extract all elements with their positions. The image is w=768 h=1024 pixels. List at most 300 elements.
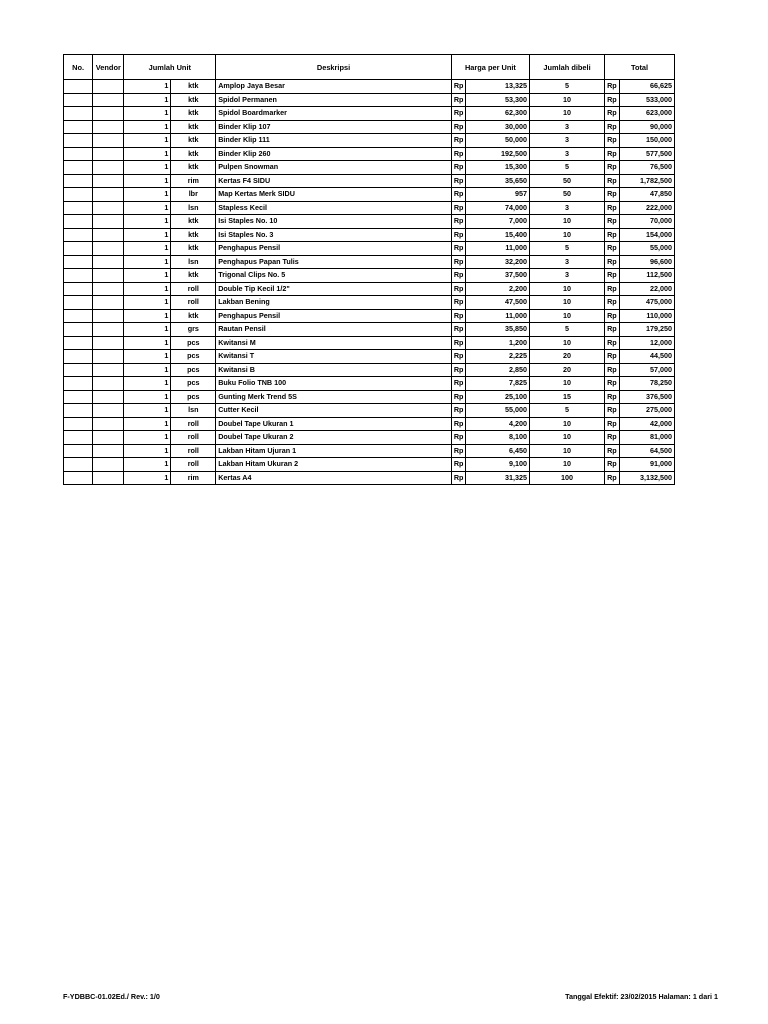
currency-cell: Rp	[451, 350, 466, 364]
vendor-cell	[93, 282, 124, 296]
quantity-bought-cell: 15	[530, 390, 605, 404]
unit-cell: ktk	[171, 269, 216, 283]
total-cell: 66,625	[619, 80, 674, 94]
currency-cell: Rp	[451, 269, 466, 283]
quantity-bought-cell: 5	[530, 80, 605, 94]
quantity-bought-cell: 10	[530, 309, 605, 323]
vendor-cell	[93, 269, 124, 283]
table-row	[64, 80, 675, 94]
quantity-bought-cell: 3	[530, 147, 605, 161]
quantity-cell: 1	[124, 458, 171, 472]
total-cell: 3,132,500	[619, 471, 674, 485]
vendor-cell	[93, 188, 124, 202]
quantity-bought-cell: 10	[530, 282, 605, 296]
quantity-bought-cell: 50	[530, 174, 605, 188]
no-cell	[64, 161, 93, 175]
table-row	[64, 444, 675, 458]
unit-price-cell: 62,300	[466, 107, 530, 121]
currency-cell: Rp	[451, 107, 466, 121]
no-cell	[64, 431, 93, 445]
total-cell: 275,000	[619, 404, 674, 418]
total-cell: 1,782,500	[619, 174, 674, 188]
currency-cell: Rp	[451, 255, 466, 269]
currency-cell: Rp	[451, 147, 466, 161]
description-cell: Kwitansi B	[216, 363, 452, 377]
description-cell: Stapless Kecil	[216, 201, 452, 215]
description-cell: Double Tip Kecil 1/2"	[216, 282, 452, 296]
table-row	[64, 120, 675, 134]
unit-cell: ktk	[171, 161, 216, 175]
quantity-cell: 1	[124, 147, 171, 161]
table-row	[64, 390, 675, 404]
table-row	[64, 174, 675, 188]
total-cell: 577,500	[619, 147, 674, 161]
quantity-bought-cell: 10	[530, 93, 605, 107]
quantity-cell: 1	[124, 363, 171, 377]
quantity-bought-cell: 10	[530, 336, 605, 350]
currency-cell: Rp	[451, 282, 466, 296]
unit-price-cell: 6,450	[466, 444, 530, 458]
currency-cell: Rp	[451, 215, 466, 229]
vendor-cell	[93, 431, 124, 445]
vendor-cell	[93, 404, 124, 418]
vendor-cell	[93, 80, 124, 94]
currency-cell: Rp	[605, 215, 620, 229]
table-row	[64, 323, 675, 337]
vendor-cell	[93, 417, 124, 431]
currency-cell: Rp	[451, 377, 466, 391]
vendor-cell	[93, 390, 124, 404]
purchase-items-table	[63, 54, 675, 485]
description-cell: Penghapus Papan Tulis	[216, 255, 452, 269]
quantity-cell: 1	[124, 417, 171, 431]
unit-cell: ktk	[171, 147, 216, 161]
description-cell: Map Kertas Merk SIDU	[216, 188, 452, 202]
currency-cell: Rp	[605, 363, 620, 377]
unit-price-cell: 2,850	[466, 363, 530, 377]
currency-cell: Rp	[451, 161, 466, 175]
quantity-cell: 1	[124, 134, 171, 148]
quantity-bought-cell: 10	[530, 431, 605, 445]
currency-cell: Rp	[451, 404, 466, 418]
vendor-cell	[93, 444, 124, 458]
unit-cell: lsn	[171, 404, 216, 418]
unit-cell: roll	[171, 458, 216, 472]
total-cell: 110,000	[619, 309, 674, 323]
quantity-cell: 1	[124, 228, 171, 242]
no-cell	[64, 282, 93, 296]
description-cell: Penghapus Pensil	[216, 242, 452, 256]
description-cell: Amplop Jaya Besar	[216, 80, 452, 94]
vendor-cell	[93, 350, 124, 364]
table-row	[64, 417, 675, 431]
no-cell	[64, 255, 93, 269]
unit-price-cell: 53,300	[466, 93, 530, 107]
unit-price-cell: 25,100	[466, 390, 530, 404]
table-row	[64, 471, 675, 485]
no-cell	[64, 201, 93, 215]
unit-cell: rim	[171, 471, 216, 485]
total-cell: 22,000	[619, 282, 674, 296]
description-cell: Kertas A4	[216, 471, 452, 485]
vendor-cell	[93, 215, 124, 229]
total-cell: 12,000	[619, 336, 674, 350]
total-cell: 44,500	[619, 350, 674, 364]
quantity-cell: 1	[124, 404, 171, 418]
vendor-cell	[93, 93, 124, 107]
quantity-cell: 1	[124, 80, 171, 94]
quantity-cell: 1	[124, 471, 171, 485]
no-cell	[64, 296, 93, 310]
quantity-cell: 1	[124, 161, 171, 175]
vendor-cell	[93, 336, 124, 350]
total-cell: 76,500	[619, 161, 674, 175]
unit-price-cell: 1,200	[466, 336, 530, 350]
unit-price-cell: 2,225	[466, 350, 530, 364]
quantity-bought-cell: 10	[530, 444, 605, 458]
no-cell	[64, 377, 93, 391]
total-cell: 91,000	[619, 458, 674, 472]
total-cell: 623,000	[619, 107, 674, 121]
unit-price-cell: 192,500	[466, 147, 530, 161]
no-cell	[64, 228, 93, 242]
quantity-bought-cell: 3	[530, 134, 605, 148]
unit-price-cell: 13,325	[466, 80, 530, 94]
description-cell: Trigonal Clips No. 5	[216, 269, 452, 283]
description-cell: Binder Klip 260	[216, 147, 452, 161]
table-row	[64, 363, 675, 377]
no-cell	[64, 80, 93, 94]
description-cell: Kwitansi M	[216, 336, 452, 350]
quantity-bought-cell: 10	[530, 228, 605, 242]
header-jumlah-dibeli: Jumlah dibeli	[530, 55, 605, 80]
description-cell: Rautan Pensil	[216, 323, 452, 337]
no-cell	[64, 134, 93, 148]
currency-cell: Rp	[605, 377, 620, 391]
currency-cell: Rp	[605, 458, 620, 472]
table-row	[64, 336, 675, 350]
unit-price-cell: 32,200	[466, 255, 530, 269]
table-row	[64, 296, 675, 310]
table-row	[64, 107, 675, 121]
vendor-cell	[93, 363, 124, 377]
description-cell: Penghapus Pensil	[216, 309, 452, 323]
unit-price-cell: 37,500	[466, 269, 530, 283]
table-row	[64, 228, 675, 242]
quantity-bought-cell: 10	[530, 107, 605, 121]
unit-cell: lsn	[171, 201, 216, 215]
quantity-cell: 1	[124, 107, 171, 121]
unit-price-cell: 74,000	[466, 201, 530, 215]
no-cell	[64, 417, 93, 431]
quantity-bought-cell: 50	[530, 188, 605, 202]
total-cell: 222,000	[619, 201, 674, 215]
quantity-cell: 1	[124, 309, 171, 323]
vendor-cell	[93, 296, 124, 310]
no-cell	[64, 93, 93, 107]
quantity-bought-cell: 5	[530, 404, 605, 418]
table-row	[64, 269, 675, 283]
currency-cell: Rp	[451, 120, 466, 134]
table-row	[64, 255, 675, 269]
vendor-cell	[93, 255, 124, 269]
table-row	[64, 282, 675, 296]
description-cell: Lakban Hitam Ujuran 1	[216, 444, 452, 458]
table-row	[64, 201, 675, 215]
unit-price-cell: 15,300	[466, 161, 530, 175]
unit-cell: ktk	[171, 215, 216, 229]
table-row	[64, 147, 675, 161]
vendor-cell	[93, 377, 124, 391]
total-cell: 57,000	[619, 363, 674, 377]
vendor-cell	[93, 134, 124, 148]
currency-cell: Rp	[451, 309, 466, 323]
currency-cell: Rp	[451, 336, 466, 350]
currency-cell: Rp	[605, 323, 620, 337]
total-cell: 55,000	[619, 242, 674, 256]
table-row	[64, 404, 675, 418]
no-cell	[64, 336, 93, 350]
quantity-cell: 1	[124, 188, 171, 202]
vendor-cell	[93, 120, 124, 134]
quantity-cell: 1	[124, 201, 171, 215]
table-row	[64, 309, 675, 323]
currency-cell: Rp	[451, 363, 466, 377]
currency-cell: Rp	[451, 471, 466, 485]
no-cell	[64, 363, 93, 377]
no-cell	[64, 242, 93, 256]
unit-cell: ktk	[171, 134, 216, 148]
header-jumlah-unit: Jumlah Unit	[124, 55, 216, 80]
unit-price-cell: 7,825	[466, 377, 530, 391]
currency-cell: Rp	[605, 147, 620, 161]
table-row	[64, 215, 675, 229]
no-cell	[64, 120, 93, 134]
currency-cell: Rp	[451, 201, 466, 215]
unit-cell: roll	[171, 296, 216, 310]
quantity-cell: 1	[124, 336, 171, 350]
total-cell: 475,000	[619, 296, 674, 310]
description-cell: Isi Staples No. 3	[216, 228, 452, 242]
unit-cell: ktk	[171, 309, 216, 323]
total-cell: 64,500	[619, 444, 674, 458]
table-row	[64, 161, 675, 175]
currency-cell: Rp	[451, 458, 466, 472]
quantity-bought-cell: 10	[530, 296, 605, 310]
description-cell: Buku Folio TNB 100	[216, 377, 452, 391]
currency-cell: Rp	[605, 282, 620, 296]
unit-price-cell: 50,000	[466, 134, 530, 148]
table-row	[64, 377, 675, 391]
header-deskripsi: Deskripsi	[216, 55, 452, 80]
vendor-cell	[93, 147, 124, 161]
unit-price-cell: 11,000	[466, 242, 530, 256]
vendor-cell	[93, 201, 124, 215]
unit-price-cell: 7,000	[466, 215, 530, 229]
description-cell: Binder Klip 107	[216, 120, 452, 134]
unit-cell: roll	[171, 417, 216, 431]
description-cell: Isi Staples No. 10	[216, 215, 452, 229]
no-cell	[64, 309, 93, 323]
header-no: No.	[64, 55, 93, 80]
vendor-cell	[93, 309, 124, 323]
description-cell: Spidol Permanen	[216, 93, 452, 107]
currency-cell: Rp	[451, 93, 466, 107]
unit-price-cell: 957	[466, 188, 530, 202]
total-cell: 47,850	[619, 188, 674, 202]
quantity-cell: 1	[124, 444, 171, 458]
unit-price-cell: 9,100	[466, 458, 530, 472]
currency-cell: Rp	[605, 417, 620, 431]
unit-cell: roll	[171, 282, 216, 296]
unit-price-cell: 55,000	[466, 404, 530, 418]
vendor-cell	[93, 174, 124, 188]
quantity-bought-cell: 3	[530, 255, 605, 269]
unit-price-cell: 15,400	[466, 228, 530, 242]
header-total: Total	[605, 55, 675, 80]
unit-price-cell: 35,850	[466, 323, 530, 337]
unit-price-cell: 11,000	[466, 309, 530, 323]
currency-cell: Rp	[451, 444, 466, 458]
no-cell	[64, 458, 93, 472]
vendor-cell	[93, 242, 124, 256]
unit-cell: pcs	[171, 377, 216, 391]
currency-cell: Rp	[605, 269, 620, 283]
currency-cell: Rp	[605, 350, 620, 364]
currency-cell: Rp	[605, 93, 620, 107]
currency-cell: Rp	[451, 188, 466, 202]
unit-cell: roll	[171, 444, 216, 458]
quantity-cell: 1	[124, 269, 171, 283]
quantity-cell: 1	[124, 242, 171, 256]
total-cell: 78,250	[619, 377, 674, 391]
no-cell	[64, 215, 93, 229]
currency-cell: Rp	[451, 390, 466, 404]
unit-price-cell: 35,650	[466, 174, 530, 188]
unit-price-cell: 31,325	[466, 471, 530, 485]
no-cell	[64, 404, 93, 418]
quantity-cell: 1	[124, 282, 171, 296]
no-cell	[64, 350, 93, 364]
unit-cell: lsn	[171, 255, 216, 269]
vendor-cell	[93, 107, 124, 121]
currency-cell: Rp	[605, 431, 620, 445]
unit-cell: pcs	[171, 390, 216, 404]
unit-cell: pcs	[171, 363, 216, 377]
total-cell: 376,500	[619, 390, 674, 404]
unit-cell: ktk	[171, 120, 216, 134]
currency-cell: Rp	[451, 242, 466, 256]
quantity-cell: 1	[124, 120, 171, 134]
quantity-bought-cell: 10	[530, 458, 605, 472]
currency-cell: Rp	[605, 309, 620, 323]
currency-cell: Rp	[605, 120, 620, 134]
unit-price-cell: 8,100	[466, 431, 530, 445]
quantity-cell: 1	[124, 390, 171, 404]
quantity-bought-cell: 3	[530, 201, 605, 215]
total-cell: 90,000	[619, 120, 674, 134]
quantity-bought-cell: 5	[530, 323, 605, 337]
no-cell	[64, 188, 93, 202]
quantity-cell: 1	[124, 215, 171, 229]
currency-cell: Rp	[605, 228, 620, 242]
no-cell	[64, 147, 93, 161]
quantity-bought-cell: 5	[530, 161, 605, 175]
total-cell: 150,000	[619, 134, 674, 148]
currency-cell: Rp	[605, 161, 620, 175]
description-cell: Kertas F4 SIDU	[216, 174, 452, 188]
currency-cell: Rp	[451, 174, 466, 188]
description-cell: Lakban Hitam Ukuran 2	[216, 458, 452, 472]
currency-cell: Rp	[451, 431, 466, 445]
currency-cell: Rp	[451, 417, 466, 431]
table-row	[64, 242, 675, 256]
total-cell: 96,600	[619, 255, 674, 269]
vendor-cell	[93, 458, 124, 472]
unit-cell: roll	[171, 431, 216, 445]
table-body	[64, 80, 675, 485]
currency-cell: Rp	[605, 444, 620, 458]
unit-cell: ktk	[171, 242, 216, 256]
currency-cell: Rp	[605, 296, 620, 310]
quantity-bought-cell: 100	[530, 471, 605, 485]
currency-cell: Rp	[605, 390, 620, 404]
vendor-cell	[93, 228, 124, 242]
unit-cell: pcs	[171, 336, 216, 350]
table-row	[64, 350, 675, 364]
form-code: F-YDBBC-01.02Ed./ Rev.: 1/0	[63, 992, 160, 1001]
table-row	[64, 458, 675, 472]
currency-cell: Rp	[605, 188, 620, 202]
currency-cell: Rp	[451, 134, 466, 148]
total-cell: 112,500	[619, 269, 674, 283]
unit-cell: pcs	[171, 350, 216, 364]
currency-cell: Rp	[605, 242, 620, 256]
unit-price-cell: 4,200	[466, 417, 530, 431]
description-cell: Pulpen Snowman	[216, 161, 452, 175]
description-cell: Doubel Tape Ukuran 1	[216, 417, 452, 431]
total-cell: 70,000	[619, 215, 674, 229]
quantity-bought-cell: 20	[530, 363, 605, 377]
quantity-cell: 1	[124, 174, 171, 188]
description-cell: Lakban Bening	[216, 296, 452, 310]
description-cell: Gunting Merk Trend 5S	[216, 390, 452, 404]
header-vendor: Vendor	[93, 55, 124, 80]
total-cell: 533,000	[619, 93, 674, 107]
table-row	[64, 188, 675, 202]
quantity-cell: 1	[124, 323, 171, 337]
unit-price-cell: 30,000	[466, 120, 530, 134]
total-cell: 179,250	[619, 323, 674, 337]
description-cell: Spidol Boardmarker	[216, 107, 452, 121]
description-cell: Cutter Kecil	[216, 404, 452, 418]
currency-cell: Rp	[605, 471, 620, 485]
unit-cell: ktk	[171, 80, 216, 94]
quantity-cell: 1	[124, 350, 171, 364]
vendor-cell	[93, 161, 124, 175]
quantity-bought-cell: 10	[530, 215, 605, 229]
currency-cell: Rp	[605, 336, 620, 350]
quantity-bought-cell: 3	[530, 120, 605, 134]
quantity-cell: 1	[124, 296, 171, 310]
currency-cell: Rp	[451, 296, 466, 310]
currency-cell: Rp	[451, 228, 466, 242]
unit-cell: ktk	[171, 228, 216, 242]
currency-cell: Rp	[451, 80, 466, 94]
no-cell	[64, 390, 93, 404]
unit-price-cell: 2,200	[466, 282, 530, 296]
unit-price-cell: 47,500	[466, 296, 530, 310]
